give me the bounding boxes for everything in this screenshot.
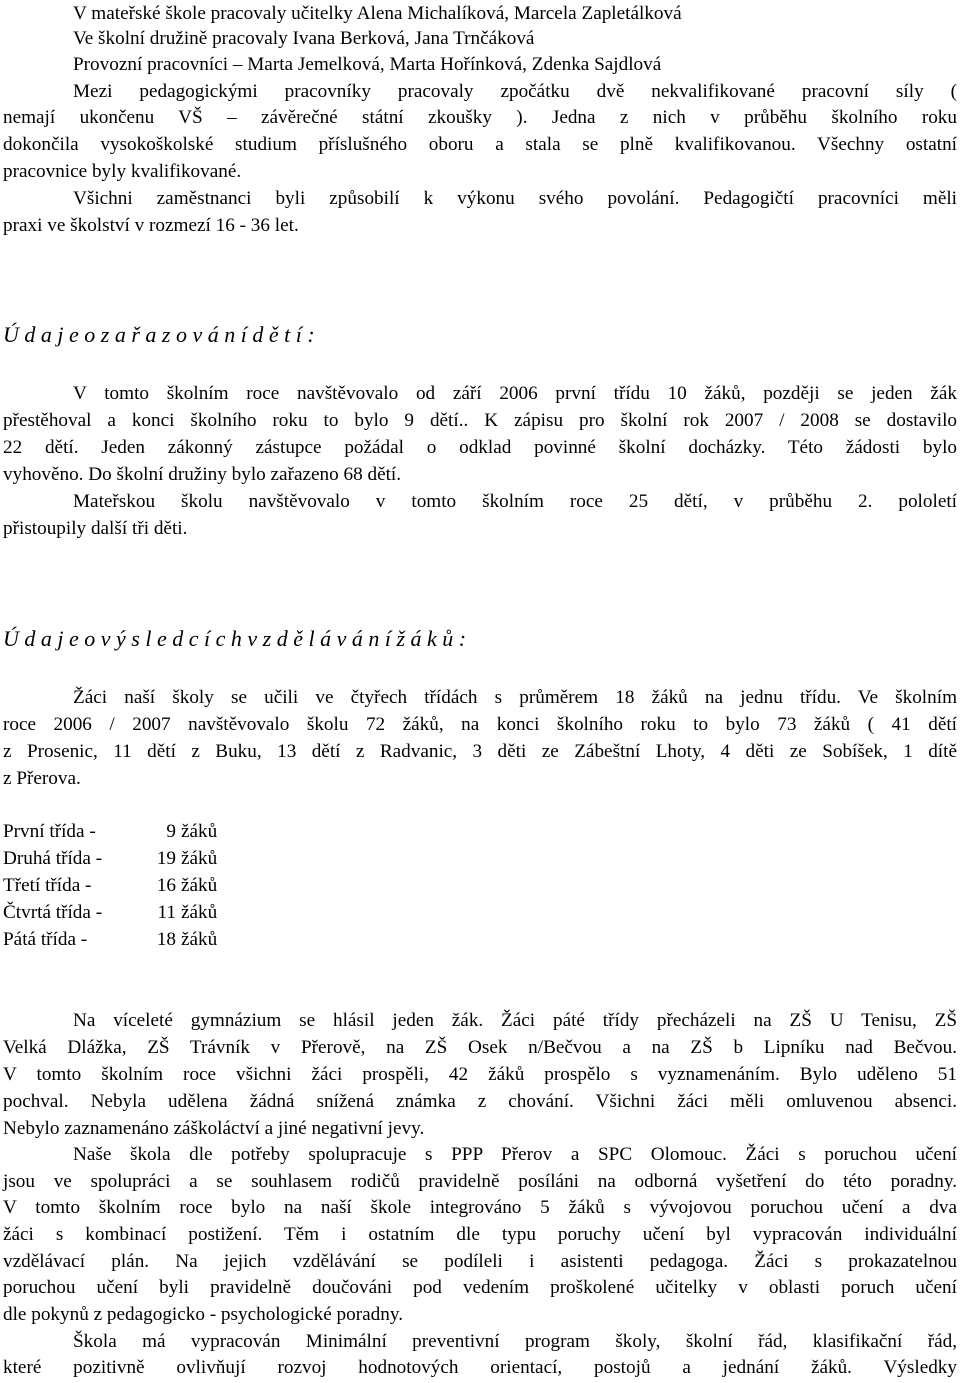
class-count: 11: [157, 902, 176, 923]
results-line-11: poruchou učení byli pravidelně doučováni pod vedením proškolené učitelky v oblasti poruch učení: [3, 1277, 957, 1298]
section-heading-zarazovani: Ú d a j e o z a ř a z o v á n í d ě t í :: [3, 322, 315, 347]
section2-line-3: z Prosenic, 11 dětí z Buku, 13 dětí z Radvanic, 3 děti ze Zábeštní Lhoty, 4 děti ze Sobíšek, 1 dítě: [3, 741, 957, 762]
class-unit: žáků: [181, 875, 218, 896]
class-name: První třída -: [3, 821, 96, 842]
section1-line-4: vyhověno. Do školní družiny bylo zařazeno 68 dětí.: [3, 464, 402, 485]
class-unit: žáků: [181, 848, 218, 869]
class-unit: žáků: [181, 902, 218, 923]
section1-line-6: přistoupily další tři děti.: [3, 518, 188, 539]
class-unit: žáků: [181, 821, 218, 842]
section2-line-1: Žáci naší školy se učili ve čtyřech třídách s průměrem 18 žáků na jednu třídu. Ve školním: [73, 687, 957, 708]
results-line-7: jsou ve spolupráci a se souhlasem rodičů pravidelně posíláni na odborná vyšetření do této poradny.: [3, 1171, 957, 1192]
staff-line-2: Ve školní družině pracovaly Ivana Berková, Jana Trnčáková: [73, 28, 535, 49]
section-heading-vysledky: Ú d a j e o v ý s l e d c í c h v z d ě l á v á n í ž á k ů :: [3, 626, 467, 651]
results-line-6: Naše škola dle potřeby spolupracuje s PPP Přerov a SPC Olomouc. Žáci s poruchou učení: [73, 1144, 957, 1165]
class-row: [3, 872, 217, 899]
results-line-13: Škola má vypracován Minimální preventivní program školy, školní řád, klasifikační řád,: [73, 1331, 957, 1352]
staff-line-7: pracovnice byly kvalifikované.: [3, 161, 242, 182]
class-row: [3, 926, 217, 953]
staff-line-5: nemají ukončenu VŠ – závěrečné státní zkoušky ). Jedna z nich v průběhu školního roku: [3, 107, 957, 128]
class-count: 9: [166, 821, 176, 842]
staff-line-6: dokončila vysokoškolské studium příslušného oboru a stala se plně kvalifikovanou. Všechny ostatní: [3, 134, 957, 155]
section1-line-1: V tomto školním roce navštěvovalo od září 2006 první třídu 10 žáků, později se jeden žák: [73, 383, 957, 404]
results-line-3: V tomto školním roce všichni žáci prospěli, 42 žáků prospělo s vyznamenáním. Bylo uděleno 51: [3, 1064, 957, 1085]
staff-line-1: V mateřské škole pracovaly učitelky Alena Michalíková, Marcela Zapletálková: [73, 3, 682, 24]
results-line-4: pochval. Nebyla udělena žádná snížená známka z chování. Všichni žáci měli omluvenou absenci.: [3, 1091, 957, 1112]
class-row: [3, 899, 217, 926]
results-line-10: vzdělávací plán. Na jejich vzdělávání se podíleli i asistenti pedagoga. Žáci s prokazatelnou: [3, 1251, 957, 1272]
section2-line-2: roce 2006 / 2007 navštěvovalo školu 72 žáků, na konci školního roku to bylo 73 žáků ( 41 dětí: [3, 714, 957, 735]
results-line-1: Na víceleté gymnázium se hlásil jeden žák. Žáci páté třídy přecházeli na ZŠ U Tenisu, ZŠ: [73, 1010, 957, 1031]
results-line-8: V tomto školním roce bylo na naší škole integrováno 5 žáků s vývojovou poruchou učení a dva: [3, 1197, 957, 1218]
class-name: Třetí třída -: [3, 875, 92, 896]
results-line-14: které pozitivně ovlivňují rozvoj hodnotových orientací, postojů a jednání žáků. Výsledky: [3, 1357, 957, 1378]
staff-line-8: Všichni zaměstnanci byli způsobilí k výkonu svého povolání. Pedagogičtí pracovníci měli: [73, 188, 957, 209]
class-row: [3, 845, 217, 872]
section2-line-4: z Přerova.: [3, 768, 81, 789]
class-count: 19: [156, 848, 176, 869]
class-name: Druhá třída -: [3, 848, 103, 869]
class-name: Pátá třída -: [3, 929, 88, 950]
results-line-5: Nebylo zaznamenáno záškoláctví a jiné negativní jevy.: [3, 1118, 425, 1139]
class-count: 16: [156, 875, 176, 896]
section1-line-3: 22 dětí. Jeden zákonný zástupce požádal o odklad povinné školní docházky. Této žádosti bylo: [3, 437, 957, 458]
class-name: Čtvrtá třída -: [3, 902, 103, 923]
staff-line-4: Mezi pedagogickými pracovníky pracovaly zpočátku dvě nekvalifikované pracovní síly (: [73, 81, 957, 102]
staff-line-3: Provozní pracovníci – Marta Jemelková, Marta Hořínková, Zdenka Sajdlová: [73, 54, 662, 75]
results-line-9: žáci s kombinací postižení. Těm i ostatním dle typu poruchy učení byl vypracován individuální: [3, 1224, 957, 1245]
results-line-2: Velká Dlážka, ZŠ Trávník v Přerově, na ZŠ Osek n/Bečvou a na ZŠ b Lipníku nad Bečvou.: [3, 1037, 957, 1058]
class-row: [3, 818, 217, 845]
section1-line-2: přestěhoval a konci školního roku to bylo 9 dětí.. K zápisu pro školní rok 2007 / 2008 se dostavilo: [3, 410, 957, 431]
class-count: 18: [156, 929, 176, 950]
class-unit: žáků: [181, 929, 218, 950]
section1-line-5: Mateřskou školu navštěvovalo v tomto školním roce 25 dětí, v průběhu 2. pololetí: [73, 491, 957, 512]
results-line-12: dle pokynů z pedagogicko - psychologické poradny.: [3, 1304, 403, 1325]
staff-line-9: praxi ve školství v rozmezí 16 - 36 let.: [3, 215, 299, 236]
